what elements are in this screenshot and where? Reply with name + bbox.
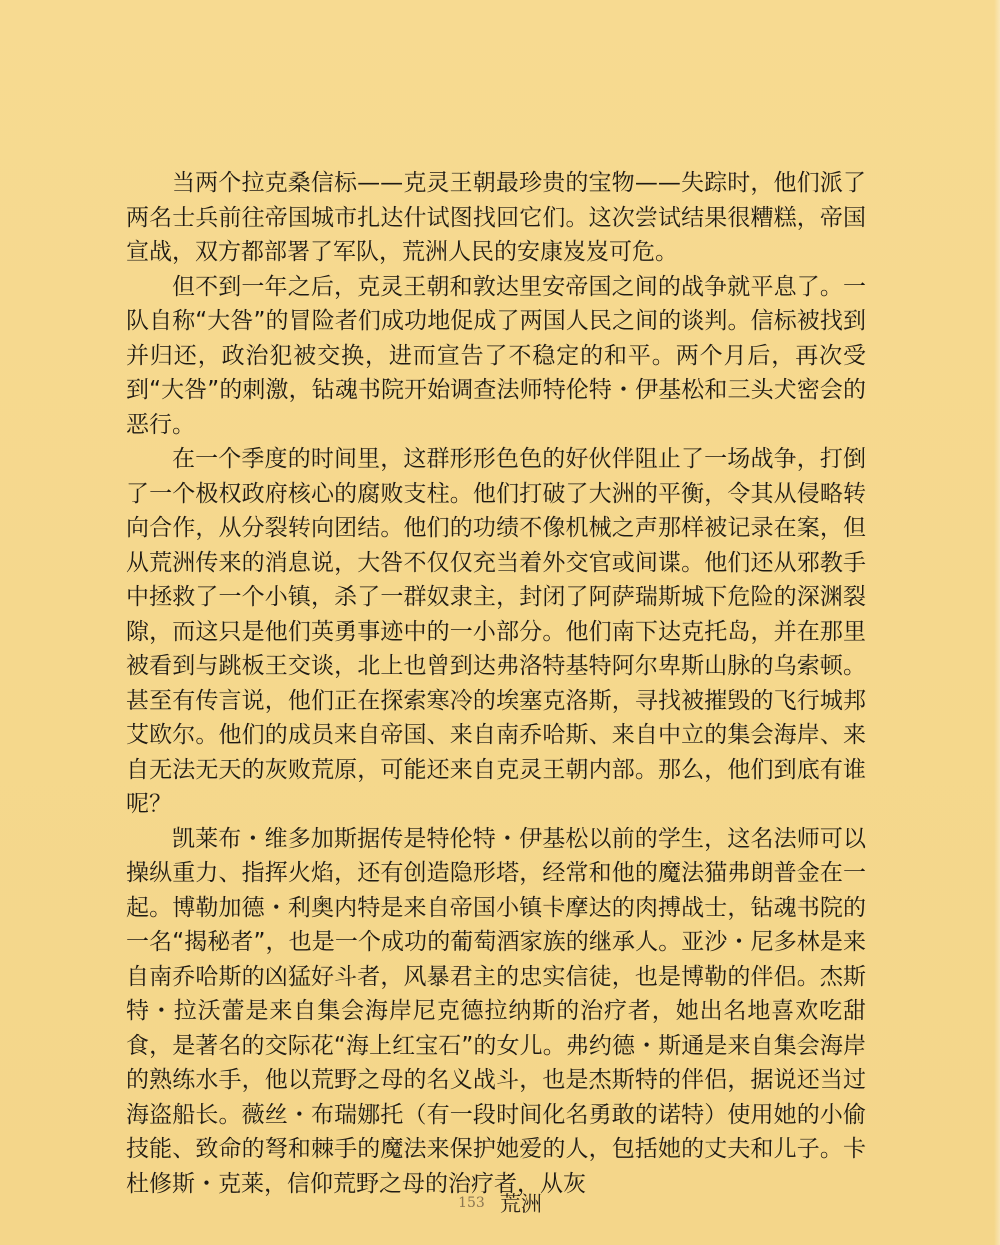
paragraph-1: 当两个拉克桑信标——克灵王朝最珍贵的宝物——失踪时，他们派了两名士兵前往帝国城市扎达什试图找回它们。这次尝试结果很糟糕，帝国宣战，双方都部署了军队，荒洲人民的安康岌岌可危。 xyxy=(126,170,866,265)
page-footer xyxy=(0,1188,1000,1218)
paragraph-3: 在一个季度的时间里，这群形形色色的好伙伴阻止了一场战争，打倒了一个极权政府核心的腐败支柱。他们打破了大洲的平衡，令其从侵略转向合作，从分裂转向团结。他们的功绩不像机械之声那样被记录在案，但从荒洲传来的消息说，大咎不仅仅充当着外交官或间谍。他们还从邪教手中拯救了一个小镇，杀了一群奴隶主，封闭了阿萨瑞斯城下危险的深渊裂隙，而这只是他们英勇事迹中的一小部分。他们南下达克托岛，并在那里被看到与跳板王交谈，北上也曾到达弗洛特基特阿尔卑斯山脉的乌索顿。甚至有传言说，他们正在探索寒冷的埃塞克洛斯，寻找被摧毁的飞行城邦艾欧尔。他们的成员来自帝国、来自南乔哈斯、来自中立的集会海岸、来自无法无天的灰败荒原，可能还来自克灵王朝内部。那么，他们到底有谁呢？ xyxy=(126,446,866,817)
page-number: 153 xyxy=(458,1195,485,1211)
scan-edge xyxy=(994,0,1000,1245)
paragraph-2: 但不到一年之后，克灵王朝和敦达里安帝国之间的战争就平息了。一队自称“大咎”的冒险者们成功地促成了两国人民之间的谈判。信标被找到并归还，政治犯被交换，进而宣告了不稳定的和平。两个月后，再次受到“大咎”的刺激，钻魂书院开始调查法师特伦特・伊基松和三头犬密会的恶行。 xyxy=(126,273,866,438)
body-text xyxy=(126,166,866,1201)
chapter-title: 荒洲 xyxy=(499,1192,542,1216)
paragraph-4: 凯莱布・维多加斯据传是特伦特・伊基松以前的学生，这名法师可以操纵重力、指挥火焰，还有创造隐形塔，经常和他的魔法猫弗朗普金在一起。博勒加德・利奥内特是来自帝国小镇卡摩达的肉搏战士，钻魂书院的一名“揭秘者”，也是一个成功的葡萄酒家族的继承人。亚沙・尼多林是来自南乔哈斯的凶猛好斗者，风暴君主的忠实信徒，也是博勒的伴侣。杰斯特・拉沃蕾是来自集会海岸尼克德拉纳斯的治疗者，她出名地喜欢吃甜食，是著名的交际花“海上红宝石”的女儿。弗约德・斯通是来自集会海岸的熟练水手，他以荒野之母的名义战斗，也是杰斯特的伴侣，据说还当过海盗船长。薇丝・布瑞娜托（有一段时间化名勇敢的诺特）使用她的小偷技能、致命的弩和棘手的魔法来保护她爱的人，包括她的丈夫和儿子。卡杜修斯・克莱，信仰荒野之母的治疗者，从灰 xyxy=(126,825,866,1197)
